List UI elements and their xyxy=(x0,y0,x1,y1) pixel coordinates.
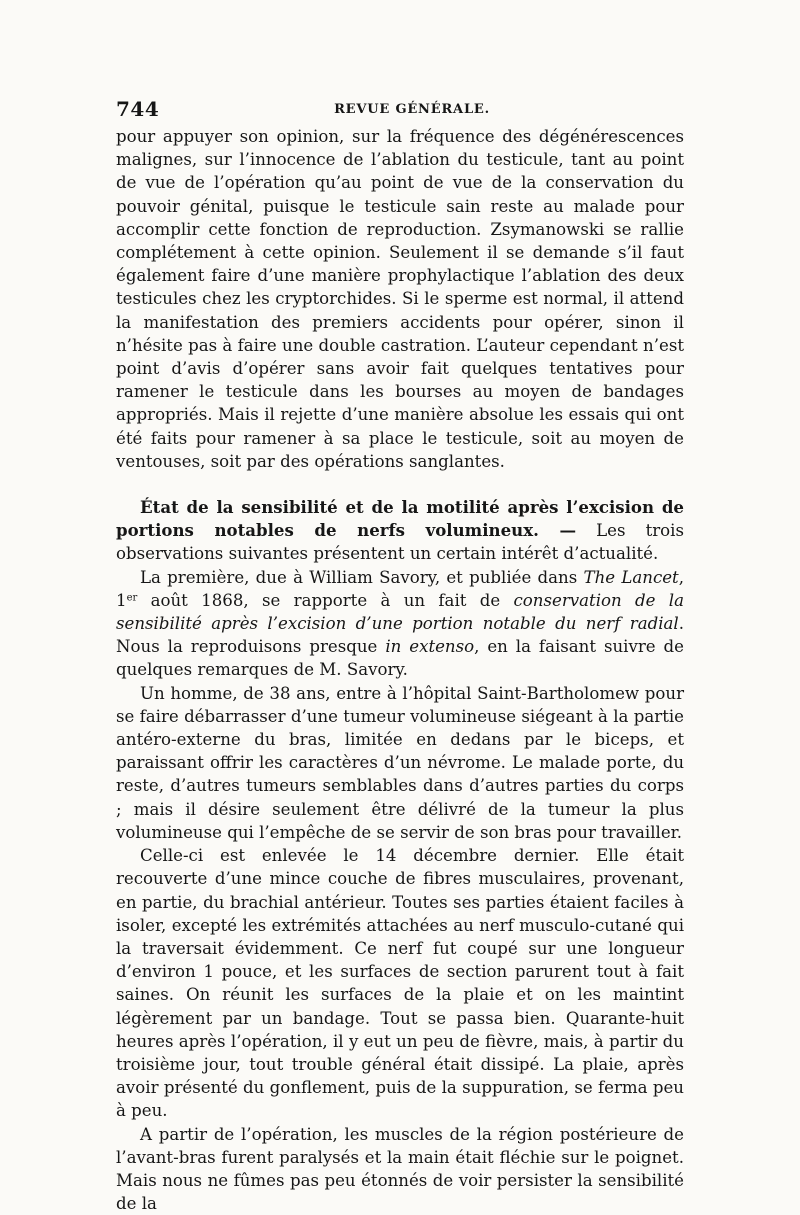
running-title: REVUE GÉNÉRALE. xyxy=(334,102,490,117)
paragraph-2-part-1: La première, due à William Savory, et publiée dans xyxy=(140,567,584,587)
paragraph-2-part-5: , en la faisant suivre de quelques remarques de M. Savory. xyxy=(116,637,684,680)
section-heading-paragraph xyxy=(116,496,684,566)
article-title: conservation de la sensibilité après l’excision d’une portion notable du nerf radial xyxy=(116,590,684,634)
latin-phrase: in extenso xyxy=(385,637,475,657)
page-header xyxy=(116,97,684,125)
section-heading: État de la sensibilité et de la motilité après l’excision de portions notables de nerfs volumineux. — xyxy=(116,497,684,541)
paragraph-3: Un homme, de 38 ans, entre à l’hôpital Saint-Bartholomew pour se faire débarrasser d’une tumeur volumineuse siégeant à la partie antéro-externe du bras, limitée en dedans par le biceps, et paraissant offrir les caractères d’un névrome. Le malade porte, du reste, d’autres tumeurs semblables dans d’autres parties du corps ; mais il désire seulement être délivré de la tumeur la plus volumineuse qui l’empêche de se servir de son bras pour travailler. xyxy=(116,683,684,842)
paragraph-2 xyxy=(116,566,684,682)
paragraph-2-part-2: , 1 xyxy=(116,567,685,610)
section-heading-continuation: Les trois observations suivantes présentent un certain intérêt d’actualité. xyxy=(116,521,684,564)
paragraph-2-part-4: . Nous la reproduisons presque xyxy=(116,614,684,657)
paragraph-1: pour appuyer son opinion, sur la fréquence des dégénérescences malignes, sur l’innocence de l’ablation du testicule, tant au point de vue de l’opération qu’au point de vue de la conservation du pouvoir génital, puisque le testicule sain reste au malade pour accomplir cette fonction de reproduction. Zsymanowski se rallie complétement à cette opinion. Seulement il se demande s’il faut également faire d’une manière prophylactique l’ablation des deux testicules chez les cryptorchides. Si le sperme est normal, il attend la manifestation des premiers accidents pour opérer, sinon il n’hésite pas à faire une double castration. L’auteur cependant n’est point d’avis d’opérer sans avoir fait quelques tentatives pour ramener le testicule dans les bourses au moyen de bandages appropriés. Mais il rejette d’une manière absolue les essais qui ont été faits pour ramener à sa place le testicule, soit au moyen de ventouses, soit par des opérations sanglantes. xyxy=(116,127,684,471)
body-text xyxy=(116,125,684,1215)
page xyxy=(116,97,684,1215)
page-number: 744 xyxy=(116,97,160,121)
paragraph-5: A partir de l’opération, les muscles de la région postérieure de l’avant-bras furent paralysés et la main était fléchie sur le poignet. Mais nous ne fûmes pas peu étonnés de voir persister la sensibilité de la xyxy=(116,1124,684,1214)
section-gap xyxy=(116,473,684,496)
paragraph-4: Celle-ci est enlevée le 14 décembre dernier. Elle était recouverte d’une mince couche de fibres musculaires, provenant, en partie, du brachial antérieur. Toutes ses parties étaient faciles à isoler, excepté les extrémités attachées au nerf musculo-cutané qui la traversait évidemment. Ce nerf fut coupé sur une longueur d’environ 1 pouce, et les surfaces de section parurent tout à fait saines. On réunit les surfaces de la plaie et on les maintint légèrement par un bandage. Tout se passa bien. Quarante-huit heures après l’opération, il y eut un peu de fièvre, mais, à partir du troisième jour, tout trouble général était dissipé. La plaie, après avoir présenté du gonflement, puis de la suppuration, se ferma peu à peu. xyxy=(116,846,684,1121)
paragraph-2-part-3: août 1868, se rapporte à un fait de xyxy=(137,590,514,610)
journal-title: The Lancet xyxy=(583,567,679,587)
ordinal-suffix: er xyxy=(126,592,138,604)
